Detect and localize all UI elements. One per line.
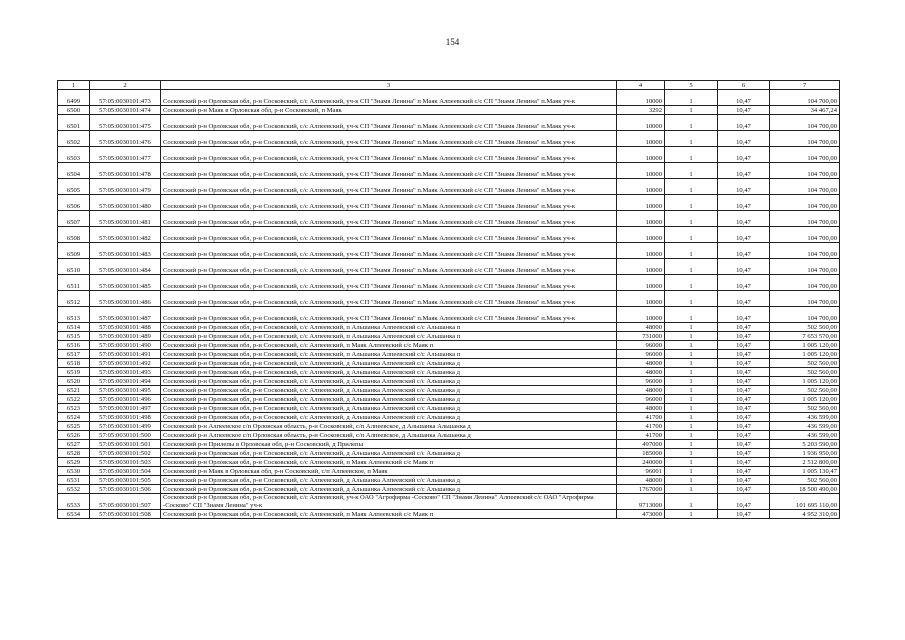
area-value: 96001 bbox=[617, 467, 665, 476]
rate-value: 10,47 bbox=[718, 90, 770, 106]
location-description: Сосковский р-н Орловская обл, р-н Сосковский, с/с Алпеевский, д Альшанка Алпеевский с/с Альшанка д bbox=[161, 404, 617, 413]
header-col-6: 6 bbox=[718, 81, 770, 90]
cadastral-number: 57:05:0030101:505 bbox=[90, 476, 161, 485]
share-value: 1 bbox=[665, 275, 718, 291]
table-row bbox=[58, 467, 840, 476]
cadastral-number: 57:05:0030101:506 bbox=[90, 485, 161, 494]
header-row bbox=[58, 81, 840, 90]
area-value: 10000 bbox=[617, 291, 665, 307]
row-number: 6522 bbox=[58, 395, 90, 404]
area-value: 10000 bbox=[617, 195, 665, 211]
rate-value: 10,47 bbox=[718, 179, 770, 195]
rate-value: 10,47 bbox=[718, 131, 770, 147]
table-row bbox=[58, 259, 840, 275]
area-value: 10000 bbox=[617, 90, 665, 106]
location-description: Сосковский р-н Орловская обл, р-н Сосковский, с/с Алпеевский, д Альшанка Алпеевский с/с Альшанка д bbox=[161, 368, 617, 377]
row-number: 6512 bbox=[58, 291, 90, 307]
cadastral-number: 57:05:0030101:486 bbox=[90, 291, 161, 307]
rate-value: 10,47 bbox=[718, 368, 770, 377]
cadastral-number: 57:05:0030101:507 bbox=[90, 494, 161, 510]
share-value: 1 bbox=[665, 259, 718, 275]
area-value: 10000 bbox=[617, 147, 665, 163]
table-row bbox=[58, 422, 840, 431]
cadastral-value: 436 599,00 bbox=[770, 422, 840, 431]
area-value: 41700 bbox=[617, 431, 665, 440]
cadastral-value: 502 560,00 bbox=[770, 359, 840, 368]
area-value: 96000 bbox=[617, 395, 665, 404]
header-col-4: 4 bbox=[617, 81, 665, 90]
row-number: 6534 bbox=[58, 510, 90, 519]
share-value: 1 bbox=[665, 90, 718, 106]
header-col-3: 3 bbox=[161, 81, 617, 90]
rate-value: 10,47 bbox=[718, 494, 770, 510]
table-row bbox=[58, 494, 840, 510]
share-value: 1 bbox=[665, 359, 718, 368]
row-number: 6530 bbox=[58, 467, 90, 476]
cadastral-number: 57:05:0030101:475 bbox=[90, 115, 161, 131]
share-value: 1 bbox=[665, 404, 718, 413]
area-value: 10000 bbox=[617, 163, 665, 179]
cadastral-value: 104 700,00 bbox=[770, 163, 840, 179]
table-row bbox=[58, 386, 840, 395]
cadastral-number: 57:05:0030101:481 bbox=[90, 211, 161, 227]
location-description: Сосковский р-н Орловская обл, р-н Сосковский, с/с Алпеевский, п Альшанка Алпеевский с/с Альшанка п bbox=[161, 350, 617, 359]
rate-value: 10,47 bbox=[718, 377, 770, 386]
page-number: 154 bbox=[445, 37, 460, 47]
cadastral-number: 57:05:0030101:474 bbox=[90, 106, 161, 115]
area-value: 3292 bbox=[617, 106, 665, 115]
table-row bbox=[58, 395, 840, 404]
share-value: 1 bbox=[665, 467, 718, 476]
cadastral-value: 104 700,00 bbox=[770, 275, 840, 291]
location-description: Сосковский р-н Прилепы в Орловская обл, р-н Сосковский, д Прилепы bbox=[161, 440, 617, 449]
location-description: Сосковский р-н Орловская обл, р-н Сосковский, с/с Алпеевский, уч-к СП "Знамя Ленина" п.Маяк Алпеевский с/с СП "Знамя Ленина" п.Маяк уч-к bbox=[161, 131, 617, 147]
area-value: 10000 bbox=[617, 115, 665, 131]
cadastral-number: 57:05:0030101:496 bbox=[90, 395, 161, 404]
rate-value: 10,47 bbox=[718, 476, 770, 485]
share-value: 1 bbox=[665, 332, 718, 341]
rate-value: 10,47 bbox=[718, 440, 770, 449]
area-value: 48000 bbox=[617, 368, 665, 377]
location-description: Сосковский р-н Орловская обл, р-н Сосковский, с/с Алпеевский, уч-к СП "Знамя Ленина" п.Маяк Алпеевский с/с СП "Знамя Ленина" п.Маяк уч-к bbox=[161, 227, 617, 243]
area-value: 10000 bbox=[617, 179, 665, 195]
area-value: 96000 bbox=[617, 350, 665, 359]
cadastral-value: 502 560,00 bbox=[770, 386, 840, 395]
location-description: Сосковский р-н Орловская обл, р-н Сосковский, с/с Алпеевский, уч-к СП "Знамя Ленина" п.Маяк Алпеевский с/с СП "Знамя Ленина" п.Маяк уч-к bbox=[161, 291, 617, 307]
row-number: 6502 bbox=[58, 131, 90, 147]
area-value: 41700 bbox=[617, 422, 665, 431]
share-value: 1 bbox=[665, 195, 718, 211]
share-value: 1 bbox=[665, 106, 718, 115]
share-value: 1 bbox=[665, 395, 718, 404]
area-value: 731000 bbox=[617, 332, 665, 341]
area-value: 497000 bbox=[617, 440, 665, 449]
rate-value: 10,47 bbox=[718, 259, 770, 275]
cadastral-number: 57:05:0030101:492 bbox=[90, 359, 161, 368]
rate-value: 10,47 bbox=[718, 323, 770, 332]
area-value: 48000 bbox=[617, 386, 665, 395]
location-description: Сосковский р-н Алпеевское с/п Орловская область, р-н Сосковский, с/п Алпеевское, д Альшанка Альшанка д bbox=[161, 422, 617, 431]
cadastral-value: 104 700,00 bbox=[770, 307, 840, 323]
share-value: 1 bbox=[665, 227, 718, 243]
rate-value: 10,47 bbox=[718, 395, 770, 404]
table-row bbox=[58, 195, 840, 211]
share-value: 1 bbox=[665, 341, 718, 350]
row-number: 6503 bbox=[58, 147, 90, 163]
table-row bbox=[58, 350, 840, 359]
area-value: 48000 bbox=[617, 323, 665, 332]
table-row bbox=[58, 377, 840, 386]
share-value: 1 bbox=[665, 115, 718, 131]
table-row bbox=[58, 323, 840, 332]
cadastral-number: 57:05:0030101:501 bbox=[90, 440, 161, 449]
cadastral-value: 1 936 950,00 bbox=[770, 449, 840, 458]
location-description: Сосковский р-н Орловская обл, р-н Сосковский, с/с Алпеевский, уч-к СП "Знамя Ленина" п.Маяк Алпеевский с/с СП "Знамя Ленина" п.Маяк уч-к bbox=[161, 179, 617, 195]
area-value: 41700 bbox=[617, 413, 665, 422]
location-description: Сосковский р-н Маяк в Орловская обл, р-н Сосковский, с/п Алпеевское, п Маяк bbox=[161, 467, 617, 476]
cadastral-value: 436 599,00 bbox=[770, 413, 840, 422]
share-value: 1 bbox=[665, 147, 718, 163]
area-value: 1767000 bbox=[617, 485, 665, 494]
area-value: 10000 bbox=[617, 131, 665, 147]
cadastral-value: 502 560,00 bbox=[770, 368, 840, 377]
location-description: Сосковский р-н Орловская обл, р-н Сосковский, с/с Алпеевский, уч-к СП "Знамя Ленина" п.Маяк Алпеевский с/с СП "Знамя Ленина" п.Маяк уч-к bbox=[161, 115, 617, 131]
row-number: 6528 bbox=[58, 449, 90, 458]
cadastral-number: 57:05:0030101:503 bbox=[90, 458, 161, 467]
area-value: 240000 bbox=[617, 458, 665, 467]
cadastral-number: 57:05:0030101:479 bbox=[90, 179, 161, 195]
row-number: 6533 bbox=[58, 494, 90, 510]
share-value: 1 bbox=[665, 422, 718, 431]
location-description: Сосковский р-н Орловская обл, р-н Сосковский, с/с Алпеевский, уч-к ОАО "Агрофирма -Сосково" СП "Знамя Ленина" Алпеевский с/с ОАО "Агрофирма -Сосково" СП "Знамя Ленина" уч-к bbox=[161, 494, 617, 510]
table-row bbox=[58, 332, 840, 341]
rate-value: 10,47 bbox=[718, 147, 770, 163]
cadastral-number: 57:05:0030101:487 bbox=[90, 307, 161, 323]
cadastral-number: 57:05:0030101:499 bbox=[90, 422, 161, 431]
share-value: 1 bbox=[665, 449, 718, 458]
rate-value: 10,47 bbox=[718, 341, 770, 350]
location-description: Сосковский р-н Орловская обл, р-н Сосковский, с/с Алпеевский, уч-к СП "Знамя Ленина" п.Маяк Алпеевский с/с СП "Знамя Ленина" п.Маяк уч-к bbox=[161, 307, 617, 323]
location-description: Сосковский р-н Маяк в Орловская обл, р-н Сосковский, п Маяк bbox=[161, 106, 617, 115]
rate-value: 10,47 bbox=[718, 485, 770, 494]
cadastral-number: 57:05:0030101:485 bbox=[90, 275, 161, 291]
cadastral-value: 104 700,00 bbox=[770, 211, 840, 227]
row-number: 6520 bbox=[58, 377, 90, 386]
share-value: 1 bbox=[665, 243, 718, 259]
row-number: 6515 bbox=[58, 332, 90, 341]
share-value: 1 bbox=[665, 476, 718, 485]
row-number: 6506 bbox=[58, 195, 90, 211]
share-value: 1 bbox=[665, 163, 718, 179]
table-row bbox=[58, 307, 840, 323]
cadastral-value: 104 700,00 bbox=[770, 115, 840, 131]
cadastral-number: 57:05:0030101:483 bbox=[90, 243, 161, 259]
cadastral-value: 104 700,00 bbox=[770, 243, 840, 259]
row-number: 6521 bbox=[58, 386, 90, 395]
row-number: 6529 bbox=[58, 458, 90, 467]
rate-value: 10,47 bbox=[718, 275, 770, 291]
header-col-1: 1 bbox=[58, 81, 90, 90]
table-row bbox=[58, 106, 840, 115]
cadastral-number: 57:05:0030101:493 bbox=[90, 368, 161, 377]
land-register-table bbox=[57, 80, 840, 519]
share-value: 1 bbox=[665, 307, 718, 323]
cadastral-value: 4 952 310,00 bbox=[770, 510, 840, 519]
area-value: 10000 bbox=[617, 307, 665, 323]
cadastral-number: 57:05:0030101:482 bbox=[90, 227, 161, 243]
table-row bbox=[58, 485, 840, 494]
row-number: 6524 bbox=[58, 413, 90, 422]
cadastral-value: 1 005 120,00 bbox=[770, 377, 840, 386]
rate-value: 10,47 bbox=[718, 510, 770, 519]
share-value: 1 bbox=[665, 291, 718, 307]
row-number: 6501 bbox=[58, 115, 90, 131]
row-number: 6511 bbox=[58, 275, 90, 291]
cadastral-number: 57:05:0030101:476 bbox=[90, 131, 161, 147]
cadastral-value: 34 467,24 bbox=[770, 106, 840, 115]
cadastral-value: 1 005 120,00 bbox=[770, 350, 840, 359]
cadastral-value: 104 700,00 bbox=[770, 131, 840, 147]
table-body bbox=[58, 90, 840, 519]
share-value: 1 bbox=[665, 485, 718, 494]
table-row bbox=[58, 413, 840, 422]
location-description: Сосковский р-н Орловская обл, р-н Сосковский, с/с Алпеевский, уч-к СП "Знамя Ленина" п Маяк Алпеевский с/с СП "Знамя Ленина" п.Маяк уч-к bbox=[161, 90, 617, 106]
rate-value: 10,47 bbox=[718, 449, 770, 458]
row-number: 6514 bbox=[58, 323, 90, 332]
cadastral-number: 57:05:0030101:489 bbox=[90, 332, 161, 341]
location-description: Сосковский р-н Орловская обл, р-н Сосковский, с/с Алпеевский, п Альшанка Алпеевский с/с Альшанка п bbox=[161, 323, 617, 332]
location-description: Сосковский р-н Орловская обл, р-н Сосковский, с/с Алпеевский, д Альшанка Алпеевский с/с Альшанка д bbox=[161, 485, 617, 494]
cadastral-value: 104 700,00 bbox=[770, 291, 840, 307]
area-value: 96000 bbox=[617, 341, 665, 350]
row-number: 6505 bbox=[58, 179, 90, 195]
cadastral-value: 104 700,00 bbox=[770, 147, 840, 163]
area-value: 48000 bbox=[617, 359, 665, 368]
cadastral-value: 7 653 570,00 bbox=[770, 332, 840, 341]
location-description: Сосковский р-н Орловская обл, р-н Сосковский, с/с Алпеевский, д Альшанка Алпеевский с/с Альшанка д bbox=[161, 395, 617, 404]
table-row bbox=[58, 368, 840, 377]
cadastral-number: 57:05:0030101:497 bbox=[90, 404, 161, 413]
location-description: Сосковский р-н Орловская обл, р-н Сосковский, с/с Алпеевский, д Альшанка Алпеевский с/с Альшанка д bbox=[161, 413, 617, 422]
cadastral-value: 1 005 120,00 bbox=[770, 341, 840, 350]
location-description: Сосковский р-н Орловская обл, р-н Сосковский, с/с Алпеевский, уч-к СП "Знамя Ленина" п.Маяк Алпеевский с/с СП "Знамя Ленина" п.Маяк уч-к bbox=[161, 195, 617, 211]
row-number: 6507 bbox=[58, 211, 90, 227]
table-row bbox=[58, 291, 840, 307]
rate-value: 10,47 bbox=[718, 332, 770, 341]
rate-value: 10,47 bbox=[718, 431, 770, 440]
area-value: 185000 bbox=[617, 449, 665, 458]
rate-value: 10,47 bbox=[718, 227, 770, 243]
row-number: 6513 bbox=[58, 307, 90, 323]
header-col-7: 7 bbox=[770, 81, 840, 90]
table-row bbox=[58, 449, 840, 458]
area-value: 48000 bbox=[617, 476, 665, 485]
cadastral-number: 57:05:0030101:504 bbox=[90, 467, 161, 476]
share-value: 1 bbox=[665, 458, 718, 467]
table-row bbox=[58, 131, 840, 147]
row-number: 6527 bbox=[58, 440, 90, 449]
rate-value: 10,47 bbox=[718, 422, 770, 431]
cadastral-value: 18 500 490,00 bbox=[770, 485, 840, 494]
share-value: 1 bbox=[665, 131, 718, 147]
row-number: 6526 bbox=[58, 431, 90, 440]
rate-value: 10,47 bbox=[718, 106, 770, 115]
share-value: 1 bbox=[665, 440, 718, 449]
location-description: Сосковский р-н Орловская обл, р-н Сосковский, с/с Алпеевский, уч-к СП "Знамя Ленина" п.Маяк Алпеевский с/с СП "Знамя Ленина" п.Маяк уч-к bbox=[161, 163, 617, 179]
rate-value: 10,47 bbox=[718, 359, 770, 368]
cadastral-number: 57:05:0030101:473 bbox=[90, 90, 161, 106]
cadastral-number: 57:05:0030101:488 bbox=[90, 323, 161, 332]
location-description: Сосковский р-н Алпеевское с/п Орловская область, р-н Сосковский, с/п Алпеевское, д Альшанка Альшанка д bbox=[161, 431, 617, 440]
share-value: 1 bbox=[665, 413, 718, 422]
rate-value: 10,47 bbox=[718, 195, 770, 211]
row-number: 6499 bbox=[58, 90, 90, 106]
table-row bbox=[58, 359, 840, 368]
cadastral-value: 502 560,00 bbox=[770, 404, 840, 413]
location-description: Сосковский р-н Орловская обл, р-н Сосковский, с/с Алпеевский, уч-к СП "Знамя Ленина" п.Маяк Алпеевский с/с СП "Знамя Ленина" п.Маяк уч-к bbox=[161, 259, 617, 275]
share-value: 1 bbox=[665, 386, 718, 395]
cadastral-value: 2 512 800,00 bbox=[770, 458, 840, 467]
row-number: 6523 bbox=[58, 404, 90, 413]
table-row bbox=[58, 163, 840, 179]
location-description: Сосковский р-н Орловская обл, р-н Сосковский, с/с Алпеевский, уч-к СП "Знамя Ленина" п.Маяк Алпеевский с/с СП "Знамя Ленина" п.Маяк уч-к bbox=[161, 243, 617, 259]
area-value: 10000 bbox=[617, 211, 665, 227]
location-description: Сосковский р-н Орловская обл, р-н Сосковский, с/с Алпеевский, д Альшанка Алпеевский с/с Альшанка д bbox=[161, 386, 617, 395]
table-row bbox=[58, 404, 840, 413]
cadastral-number: 57:05:0030101:490 bbox=[90, 341, 161, 350]
share-value: 1 bbox=[665, 494, 718, 510]
area-value: 48000 bbox=[617, 404, 665, 413]
cadastral-value: 502 560,00 bbox=[770, 323, 840, 332]
table-row bbox=[58, 211, 840, 227]
table-row bbox=[58, 431, 840, 440]
cadastral-number: 57:05:0030101:500 bbox=[90, 431, 161, 440]
table-row bbox=[58, 115, 840, 131]
cadastral-value: 1 005 130,47 bbox=[770, 467, 840, 476]
cadastral-value: 502 560,00 bbox=[770, 476, 840, 485]
location-description: Сосковский р-н Орловская обл, р-н Сосковский, с/с Алпеевский, д Альшанка Алпеевский с/с Альшанка д bbox=[161, 377, 617, 386]
rate-value: 10,47 bbox=[718, 243, 770, 259]
location-description: Сосковский р-н Орловская обл, р-н Сосковский, с/с Алпеевский, уч-к СП "Знамя Ленина" п.Маяк Алпеевский с/с СП "Знамя Ленина" п.Маяк уч-к bbox=[161, 147, 617, 163]
rate-value: 10,47 bbox=[718, 413, 770, 422]
area-value: 10000 bbox=[617, 259, 665, 275]
cadastral-value: 104 700,00 bbox=[770, 227, 840, 243]
share-value: 1 bbox=[665, 510, 718, 519]
rate-value: 10,47 bbox=[718, 467, 770, 476]
share-value: 1 bbox=[665, 179, 718, 195]
row-number: 6517 bbox=[58, 350, 90, 359]
cadastral-number: 57:05:0030101:484 bbox=[90, 259, 161, 275]
table-row bbox=[58, 243, 840, 259]
location-description: Сосковский р-н Орловская обл, р-н Сосковский, с/с Алпеевский, д Альшанка Алпеевский с/с Альшанка д bbox=[161, 449, 617, 458]
area-value: 10000 bbox=[617, 227, 665, 243]
location-description: Сосковский р-н Орловская обл, р-н Сосковский, с/с Алпеевский, д Альшанка Алпеевский с/с Альшанка д bbox=[161, 476, 617, 485]
cadastral-number: 57:05:0030101:494 bbox=[90, 377, 161, 386]
cadastral-value: 436 599,00 bbox=[770, 431, 840, 440]
row-number: 6516 bbox=[58, 341, 90, 350]
location-description: Сосковский р-н Орловская обл, р-н Сосковский, с/с Алпеевский, п Альшанка Алпеевский с/с Альшанка п bbox=[161, 332, 617, 341]
location-description: Сосковский р-н Орловская обл, р-н Сосковский, с/с Алпеевский, п Маяк Алпеевский с/с Маяк п bbox=[161, 510, 617, 519]
rate-value: 10,47 bbox=[718, 404, 770, 413]
table-row bbox=[58, 227, 840, 243]
share-value: 1 bbox=[665, 323, 718, 332]
cadastral-value: 104 700,00 bbox=[770, 90, 840, 106]
cadastral-value: 104 700,00 bbox=[770, 195, 840, 211]
location-description: Сосковский р-н Орловская обл, р-н Сосковский, с/с Алпеевский, уч-к СП "Знамя Ленина" п.Маяк Алпеевский с/с СП "Знамя Ленина" п.Маяк уч-к bbox=[161, 211, 617, 227]
table-row bbox=[58, 179, 840, 195]
cadastral-number: 57:05:0030101:508 bbox=[90, 510, 161, 519]
share-value: 1 bbox=[665, 377, 718, 386]
row-number: 6509 bbox=[58, 243, 90, 259]
table-row bbox=[58, 476, 840, 485]
cadastral-number: 57:05:0030101:478 bbox=[90, 163, 161, 179]
cadastral-value: 1 005 120,00 bbox=[770, 395, 840, 404]
share-value: 1 bbox=[665, 211, 718, 227]
cadastral-value: 104 700,00 bbox=[770, 259, 840, 275]
row-number: 6519 bbox=[58, 368, 90, 377]
rate-value: 10,47 bbox=[718, 115, 770, 131]
header-col-2: 2 bbox=[90, 81, 161, 90]
rate-value: 10,47 bbox=[718, 350, 770, 359]
cadastral-number: 57:05:0030101:495 bbox=[90, 386, 161, 395]
area-value: 9713000 bbox=[617, 494, 665, 510]
rate-value: 10,47 bbox=[718, 291, 770, 307]
row-number: 6532 bbox=[58, 485, 90, 494]
cadastral-number: 57:05:0030101:491 bbox=[90, 350, 161, 359]
area-value: 10000 bbox=[617, 275, 665, 291]
cadastral-number: 57:05:0030101:477 bbox=[90, 147, 161, 163]
table-row bbox=[58, 458, 840, 467]
row-number: 6531 bbox=[58, 476, 90, 485]
cadastral-number: 57:05:0030101:498 bbox=[90, 413, 161, 422]
area-value: 10000 bbox=[617, 243, 665, 259]
rate-value: 10,47 bbox=[718, 458, 770, 467]
location-description: Сосковский р-н Орловская обл, р-н Сосковский, с/с Алпеевский, п Маяк Алпеевский с/с Маяк п bbox=[161, 458, 617, 467]
row-number: 6500 bbox=[58, 106, 90, 115]
table-row bbox=[58, 90, 840, 106]
share-value: 1 bbox=[665, 431, 718, 440]
area-value: 473000 bbox=[617, 510, 665, 519]
table-row bbox=[58, 510, 840, 519]
cadastral-value: 104 700,00 bbox=[770, 179, 840, 195]
row-number: 6504 bbox=[58, 163, 90, 179]
share-value: 1 bbox=[665, 368, 718, 377]
share-value: 1 bbox=[665, 350, 718, 359]
cadastral-number: 57:05:0030101:480 bbox=[90, 195, 161, 211]
rate-value: 10,47 bbox=[718, 386, 770, 395]
header-col-5: 5 bbox=[665, 81, 718, 90]
row-number: 6508 bbox=[58, 227, 90, 243]
cadastral-value: 5 203 590,00 bbox=[770, 440, 840, 449]
row-number: 6525 bbox=[58, 422, 90, 431]
cadastral-value: 101 695 110,00 bbox=[770, 494, 840, 510]
cadastral-number: 57:05:0030101:502 bbox=[90, 449, 161, 458]
location-description: Сосковский р-н Орловская обл, р-н Сосковский, с/с Алпеевский, д Альшанка Алпеевский с/с Альшанка д bbox=[161, 359, 617, 368]
location-description: Сосковский р-н Орловская обл, р-н Сосковский, с/с Алпеевский, уч-к СП "Знамя Ленина" п.Маяк Алпеевский с/с СП "Знамя Ленина" п.Маяк уч-к bbox=[161, 275, 617, 291]
row-number: 6518 bbox=[58, 359, 90, 368]
location-description: Сосковский р-н Орловская обл, р-н Сосковский, с/с Алпеевский, п Маяк Алпеевский с/с Маяк п bbox=[161, 341, 617, 350]
table-row bbox=[58, 440, 840, 449]
table-row bbox=[58, 147, 840, 163]
area-value: 96000 bbox=[617, 377, 665, 386]
rate-value: 10,47 bbox=[718, 211, 770, 227]
rate-value: 10,47 bbox=[718, 307, 770, 323]
table-row bbox=[58, 341, 840, 350]
row-number: 6510 bbox=[58, 259, 90, 275]
rate-value: 10,47 bbox=[718, 163, 770, 179]
table-row bbox=[58, 275, 840, 291]
